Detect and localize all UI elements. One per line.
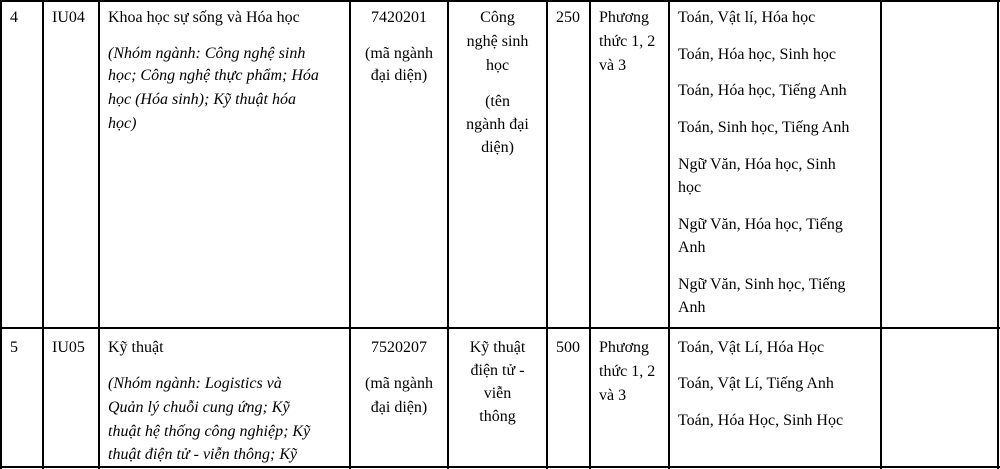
major-code-note: đại diện) bbox=[370, 67, 428, 84]
major-name-line: nghệ sinh bbox=[466, 33, 529, 50]
subject-combo: Toán, Hóa Học, Sinh Học bbox=[678, 412, 844, 429]
admission-method-line: Phương bbox=[599, 9, 650, 26]
program-group-line: Quản lý chuỗi cung ứng; Kỹ bbox=[108, 399, 290, 416]
major-name-note: (tên bbox=[485, 93, 510, 110]
subject-combo-cont: học bbox=[678, 179, 702, 196]
major-name-line: thông bbox=[479, 408, 516, 425]
major-name-line: học bbox=[485, 57, 510, 74]
subject-combo: Ngữ Văn, Sinh học, Tiếng bbox=[678, 276, 846, 293]
table-border-top bbox=[0, 0, 1000, 2]
row-number: 5 bbox=[10, 339, 18, 356]
major-name-line: điện tử - bbox=[470, 362, 525, 379]
major-code-note: (mã ngành bbox=[365, 375, 433, 392]
major-code-note: đại diện) bbox=[370, 399, 428, 416]
subject-combo: Toán, Vật Lí, Hóa Học bbox=[678, 339, 825, 356]
major-name-line: Công bbox=[480, 9, 515, 26]
program-group-line: học) bbox=[108, 115, 137, 132]
subject-combo: Ngữ Văn, Hóa học, Sinh bbox=[678, 156, 836, 173]
col-divider bbox=[668, 0, 670, 469]
col-divider bbox=[546, 0, 548, 469]
row-divider bbox=[0, 327, 1000, 329]
row-code: IU05 bbox=[52, 339, 85, 356]
subject-combo: Toán, Hóa học, Sinh học bbox=[678, 46, 836, 63]
program-group-line: học (Hóa sinh); Kỹ thuật hóa bbox=[108, 91, 296, 108]
major-name-note: diện) bbox=[481, 139, 514, 156]
major-code: 7520207 bbox=[371, 339, 427, 356]
row-code: IU04 bbox=[52, 9, 85, 26]
col-divider bbox=[880, 0, 882, 469]
subject-combo: Toán, Vật Lí, Tiếng Anh bbox=[678, 375, 834, 392]
admission-method-line: thức 1, 2 bbox=[599, 363, 656, 380]
program-name: Khoa học sự sống và Hóa học bbox=[108, 9, 300, 26]
col-divider bbox=[0, 0, 2, 469]
program-group-line: (Nhóm ngành: Logistics và bbox=[108, 375, 282, 392]
subject-combo-cont: Anh bbox=[678, 239, 706, 256]
subject-combo: Toán, Vật lí, Hóa học bbox=[678, 9, 816, 26]
col-divider bbox=[42, 0, 44, 469]
subject-combo: Toán, Sinh học, Tiếng Anh bbox=[678, 119, 850, 136]
admission-method-line: và 3 bbox=[599, 57, 627, 74]
table-border-bottom bbox=[0, 466, 1000, 468]
row-number: 4 bbox=[10, 9, 18, 26]
subject-combo: Ngữ Văn, Hóa học, Tiếng bbox=[678, 216, 843, 233]
quota: 250 bbox=[556, 9, 580, 26]
program-group-line: (Nhóm ngành: Công nghệ sinh bbox=[108, 45, 306, 62]
subject-combo-cont: Anh bbox=[678, 299, 706, 316]
major-code-note: (mã ngành bbox=[365, 45, 433, 62]
major-code: 7420201 bbox=[371, 9, 427, 26]
admission-method-line: và 3 bbox=[599, 387, 627, 404]
col-divider bbox=[589, 0, 591, 469]
program-name: Kỹ thuật bbox=[108, 339, 164, 356]
major-name-line: Kỹ thuật bbox=[469, 339, 526, 356]
subject-combo: Toán, Hóa học, Tiếng Anh bbox=[678, 82, 847, 99]
major-name-note: ngành đại bbox=[466, 116, 529, 133]
col-divider bbox=[997, 0, 999, 469]
admission-method-line: Phương bbox=[599, 339, 650, 356]
program-group-line: thuật hệ thống công nghiệp; Kỹ bbox=[108, 423, 311, 440]
major-name-line: viễn bbox=[483, 385, 512, 402]
program-group-line: học; Công nghệ thực phẩm; Hóa bbox=[108, 67, 319, 84]
col-divider bbox=[98, 0, 100, 469]
admission-method-line: thức 1, 2 bbox=[599, 33, 656, 50]
program-group-line: thuật điện tử - viễn thông; Kỹ bbox=[108, 446, 298, 463]
quota: 500 bbox=[556, 339, 580, 356]
